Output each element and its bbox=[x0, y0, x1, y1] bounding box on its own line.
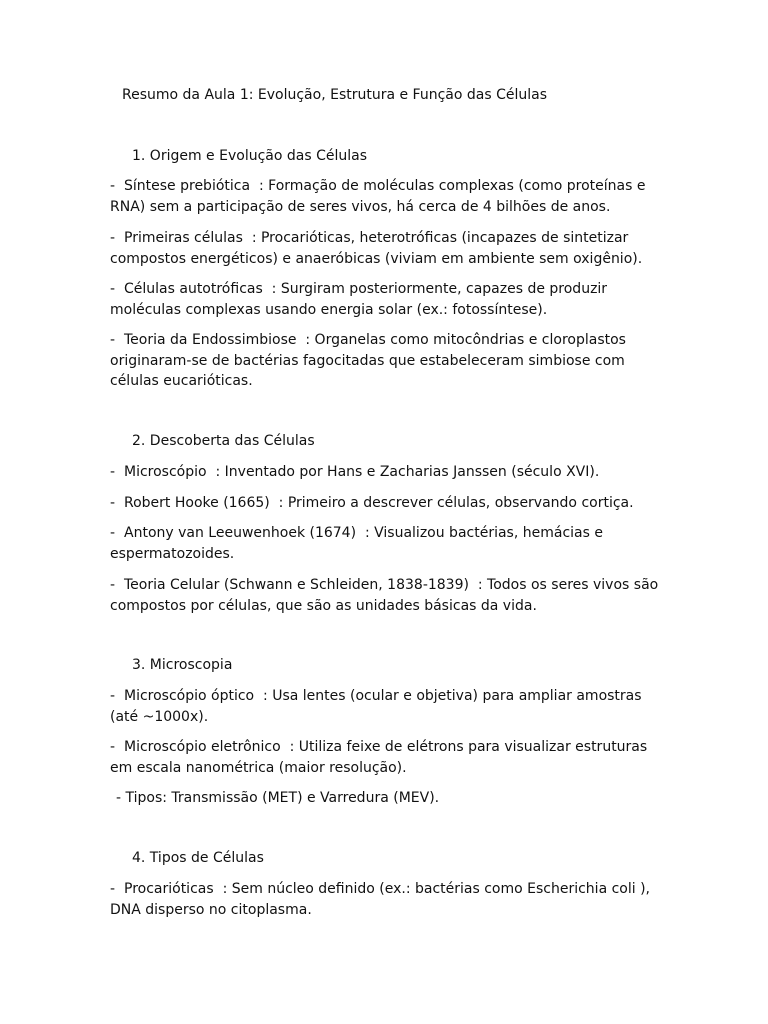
item-text: : Procarióticas, heterotróficas (incapazes de sintetizar compostos energéticos) e anaeróbicas (viviam em ambiente sem oxigênio). bbox=[110, 230, 643, 267]
list-item bbox=[110, 330, 670, 392]
item-term: Células autotróficas bbox=[124, 281, 263, 297]
item-text: : Inventado por Hans e Zacharias Janssen (século XVI). bbox=[215, 464, 600, 480]
item-term: Antony van Leeuwenhoek (1674) bbox=[124, 525, 357, 541]
section-heading-tipos: 4. Tipos de Células bbox=[132, 850, 264, 866]
list-item bbox=[110, 523, 670, 564]
item-text: : Surgiram posteriormente, capazes de produzir moléculas complexas usando energia solar (ex.: fotossíntese). bbox=[110, 281, 608, 318]
item-term: Microscópio eletrônico bbox=[124, 739, 281, 755]
item-text: : Formação de moléculas complexas (como proteínas e RNA) sem a participação de seres vivos, há cerca de 4 bilhões de anos. bbox=[110, 178, 646, 215]
bullet-dash: - bbox=[110, 178, 116, 194]
list-item bbox=[110, 279, 670, 320]
bullet-dash: - bbox=[110, 464, 116, 480]
item-term: Teoria Celular (Schwann e Schleiden, 1838-1839) bbox=[124, 577, 469, 593]
item-term: Primeiras células bbox=[124, 230, 243, 246]
item-text: : Visualizou bactérias, hemácias e espermatozoides. bbox=[110, 525, 603, 562]
bullet-dash: - bbox=[110, 281, 116, 297]
list-item bbox=[110, 879, 670, 920]
bullet-dash: - bbox=[110, 881, 116, 897]
list-item bbox=[110, 575, 670, 616]
list-subitem: - Tipos: Transmissão (MET) e Varredura (MEV). bbox=[116, 790, 440, 806]
list-item bbox=[110, 493, 670, 514]
item-text: : Todos os seres vivos são compostos por células, que são as unidades básicas da vida. bbox=[110, 577, 659, 614]
bullet-dash: - bbox=[110, 495, 116, 511]
list-item bbox=[110, 462, 670, 483]
bullet-dash: - bbox=[110, 577, 116, 593]
section-heading-origem: 1. Origem e Evolução das Células bbox=[132, 148, 367, 164]
item-term: Microscópio bbox=[124, 464, 207, 480]
bullet-dash: - bbox=[110, 739, 116, 755]
bullet-dash: - bbox=[110, 688, 116, 704]
item-text: : Usa lentes (ocular e objetiva) para ampliar amostras (até ~1000x). bbox=[110, 688, 642, 725]
bullet-dash: - bbox=[110, 332, 116, 348]
item-text: : Primeiro a descrever células, observando cortiça. bbox=[278, 495, 634, 511]
item-term: Teoria da Endossimbiose bbox=[124, 332, 297, 348]
section-heading-microscopia: 3. Microscopia bbox=[132, 657, 233, 673]
item-term: Microscópio óptico bbox=[124, 688, 255, 704]
document-title: Resumo da Aula 1: Evolução, Estrutura e Função das Células bbox=[122, 87, 548, 103]
item-term: Robert Hooke (1665) bbox=[124, 495, 270, 511]
item-text: : Sem núcleo definido (ex.: bactérias como Escherichia coli ), DNA disperso no citoplasma. bbox=[110, 881, 651, 918]
item-term: Síntese prebiótica bbox=[124, 178, 251, 194]
section-heading-descoberta: 2. Descoberta das Células bbox=[132, 433, 315, 449]
list-item bbox=[110, 737, 670, 778]
list-item bbox=[110, 176, 670, 217]
item-text: : Utiliza feixe de elétrons para visualizar estruturas em escala nanométrica (maior resolução). bbox=[110, 739, 648, 776]
bullet-dash: - bbox=[110, 230, 116, 246]
list-item bbox=[110, 686, 670, 727]
bullet-dash: - bbox=[110, 525, 116, 541]
item-text: : Organelas como mitocôndrias e cloroplastos originaram-se de bactérias fagocitadas que estabeleceram simbiose com células eucarióticas. bbox=[110, 332, 626, 389]
item-term: Procarióticas bbox=[124, 881, 214, 897]
list-item bbox=[110, 228, 670, 269]
